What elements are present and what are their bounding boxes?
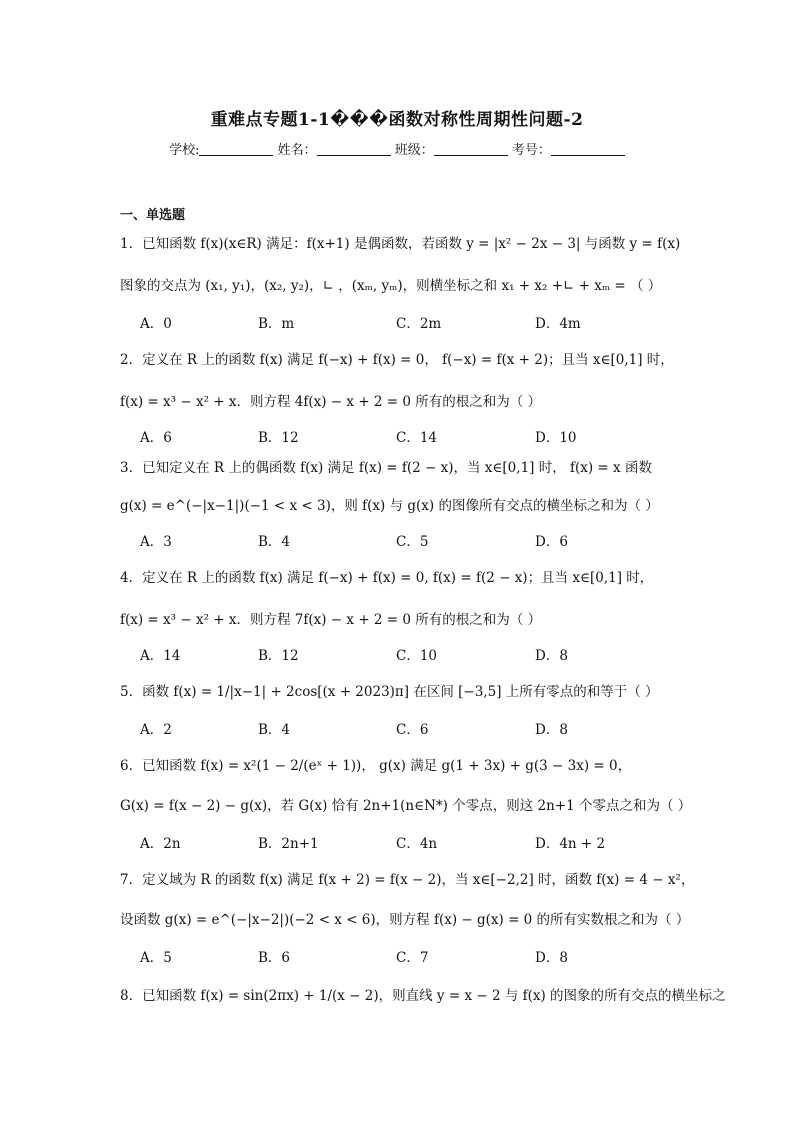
question-3-option-c: C．5	[396, 534, 429, 550]
question-2-option-c: C．14	[396, 430, 438, 446]
question-7-option-d: D．8	[535, 950, 568, 966]
question-7-option-a: A．5	[140, 950, 172, 966]
question-3-option-d: D．6	[535, 534, 568, 550]
question-6-option-c: C．4n	[396, 836, 438, 852]
exam-number-field	[551, 141, 625, 156]
question-7-line-2: 设函数 g(x) = e^(−|x−2|)(−2 < x < 6)，则方程 f(x) − g(x) = 0 的所有实数根之和为（ ）	[120, 912, 690, 928]
question-3-line-2: g(x) = e^(−|x−1|)(−1 < x < 3)，则 f(x) 与 g(x) 的图像所有交点的横坐标之和为（ ）	[120, 498, 659, 514]
question-6-option-a: A．2n	[140, 836, 181, 852]
question-6-option-d: D．4n + 2	[535, 836, 606, 852]
question-1-line-2: 图象的交点为 (x₁, y₁)，(x₂, y₂)，∟ ，(xₘ, yₘ)，则横坐标之和 x₁ + x₂ +∟ + xₘ = （ ）	[120, 278, 662, 294]
question-7-line-1: 7．定义域为 R 的函数 f(x) 满足 f(x + 2) = f(x − 2)，当 x∈[−2,2] 时，函数 f(x) = 4 − x²，	[120, 872, 695, 888]
name-field	[317, 141, 391, 156]
question-4-option-c: C．10	[396, 648, 438, 664]
question-4-option-a: A．14	[140, 648, 181, 664]
question-5-option-b: B．4	[258, 722, 291, 738]
name-label: 姓名：	[277, 143, 317, 158]
question-6-line-2: G(x) = f(x − 2) − g(x)，若 G(x) 恰有 2n+1(n∈N*) 个零点，则这 2n+1 个零点之和为（ ）	[120, 798, 692, 814]
student-info-line	[0, 139, 794, 158]
school-label: 学校:	[169, 143, 200, 158]
question-2-line-1: 2．定义在 R 上的函数 f(x) 满足 f(−x) + f(x) = 0， f(−x) = f(x + 2)；且当 x∈[0,1] 时，	[120, 352, 674, 368]
question-5-option-d: D．8	[535, 722, 568, 738]
question-3-option-b: B．4	[258, 534, 291, 550]
question-7-option-c: C．7	[396, 950, 429, 966]
class-field	[434, 141, 508, 156]
question-3-line-1: 3．已知定义在 R 上的偶函数 f(x) 满足 f(x) = f(2 − x)，当 x∈[0,1] 时， f(x) = x 函数	[120, 460, 652, 476]
section-heading: 一、单选题	[120, 208, 186, 223]
question-6-option-b: B．2n+1	[258, 836, 319, 852]
question-6-line-1: 6．已知函数 f(x) = x²(1 − 2/(eˣ + 1))， g(x) 满足 g(1 + 3x) + g(3 − 3x) = 0，	[120, 758, 632, 774]
class-label: 班级：	[394, 143, 434, 158]
question-1-option-d: D．4m	[535, 316, 581, 332]
question-5-line-1: 5．函数 f(x) = 1/|x−1| + 2cos[(x + 2023)π] 在区间 [−3,5] 上所有零点的和等于（ ）	[120, 684, 659, 700]
page-title: 重难点专题1-1���函数对称性周期性问题-2	[210, 110, 584, 130]
question-2-option-d: D．10	[535, 430, 577, 446]
question-5-option-a: A．2	[140, 722, 172, 738]
question-2-option-b: B．12	[258, 430, 299, 446]
question-1-option-c: C．2m	[396, 316, 442, 332]
question-1-option-a: A．0	[140, 316, 172, 332]
question-8-line-1: 8．已知函数 f(x) = sin(2πx) + 1/(x − 2)，则直线 y = x − 2 与 f(x) 的图象的所有交点的横坐标之	[120, 988, 726, 1004]
question-7-option-b: B．6	[258, 950, 291, 966]
school-field	[199, 141, 273, 156]
question-1-option-b: B．m	[258, 316, 295, 332]
question-4-option-d: D．8	[535, 648, 568, 664]
question-4-line-1: 4．定义在 R 上的函数 f(x) 满足 f(−x) + f(x) = 0, f(x) = f(2 − x)；且当 x∈[0,1] 时，	[120, 570, 654, 586]
question-2-line-2: f(x) = x³ − x² + x．则方程 4f(x) − x + 2 = 0 所有的根之和为（ ）	[120, 394, 542, 410]
question-2-option-a: A．6	[140, 430, 172, 446]
question-4-option-b: B．12	[258, 648, 299, 664]
question-1-line-1: 1．已知函数 f(x)(x∈R) 满足：f(x+1) 是偶函数，若函数 y = |x² − 2x − 3| 与函数 y = f(x)	[120, 236, 681, 252]
question-4-line-2: f(x) = x³ − x² + x．则方程 7f(x) − x + 2 = 0 所有的根之和为（ ）	[120, 612, 542, 628]
exam-number-label: 考号：	[511, 143, 551, 158]
question-5-option-c: C．6	[396, 722, 429, 738]
question-3-option-a: A．3	[140, 534, 172, 550]
